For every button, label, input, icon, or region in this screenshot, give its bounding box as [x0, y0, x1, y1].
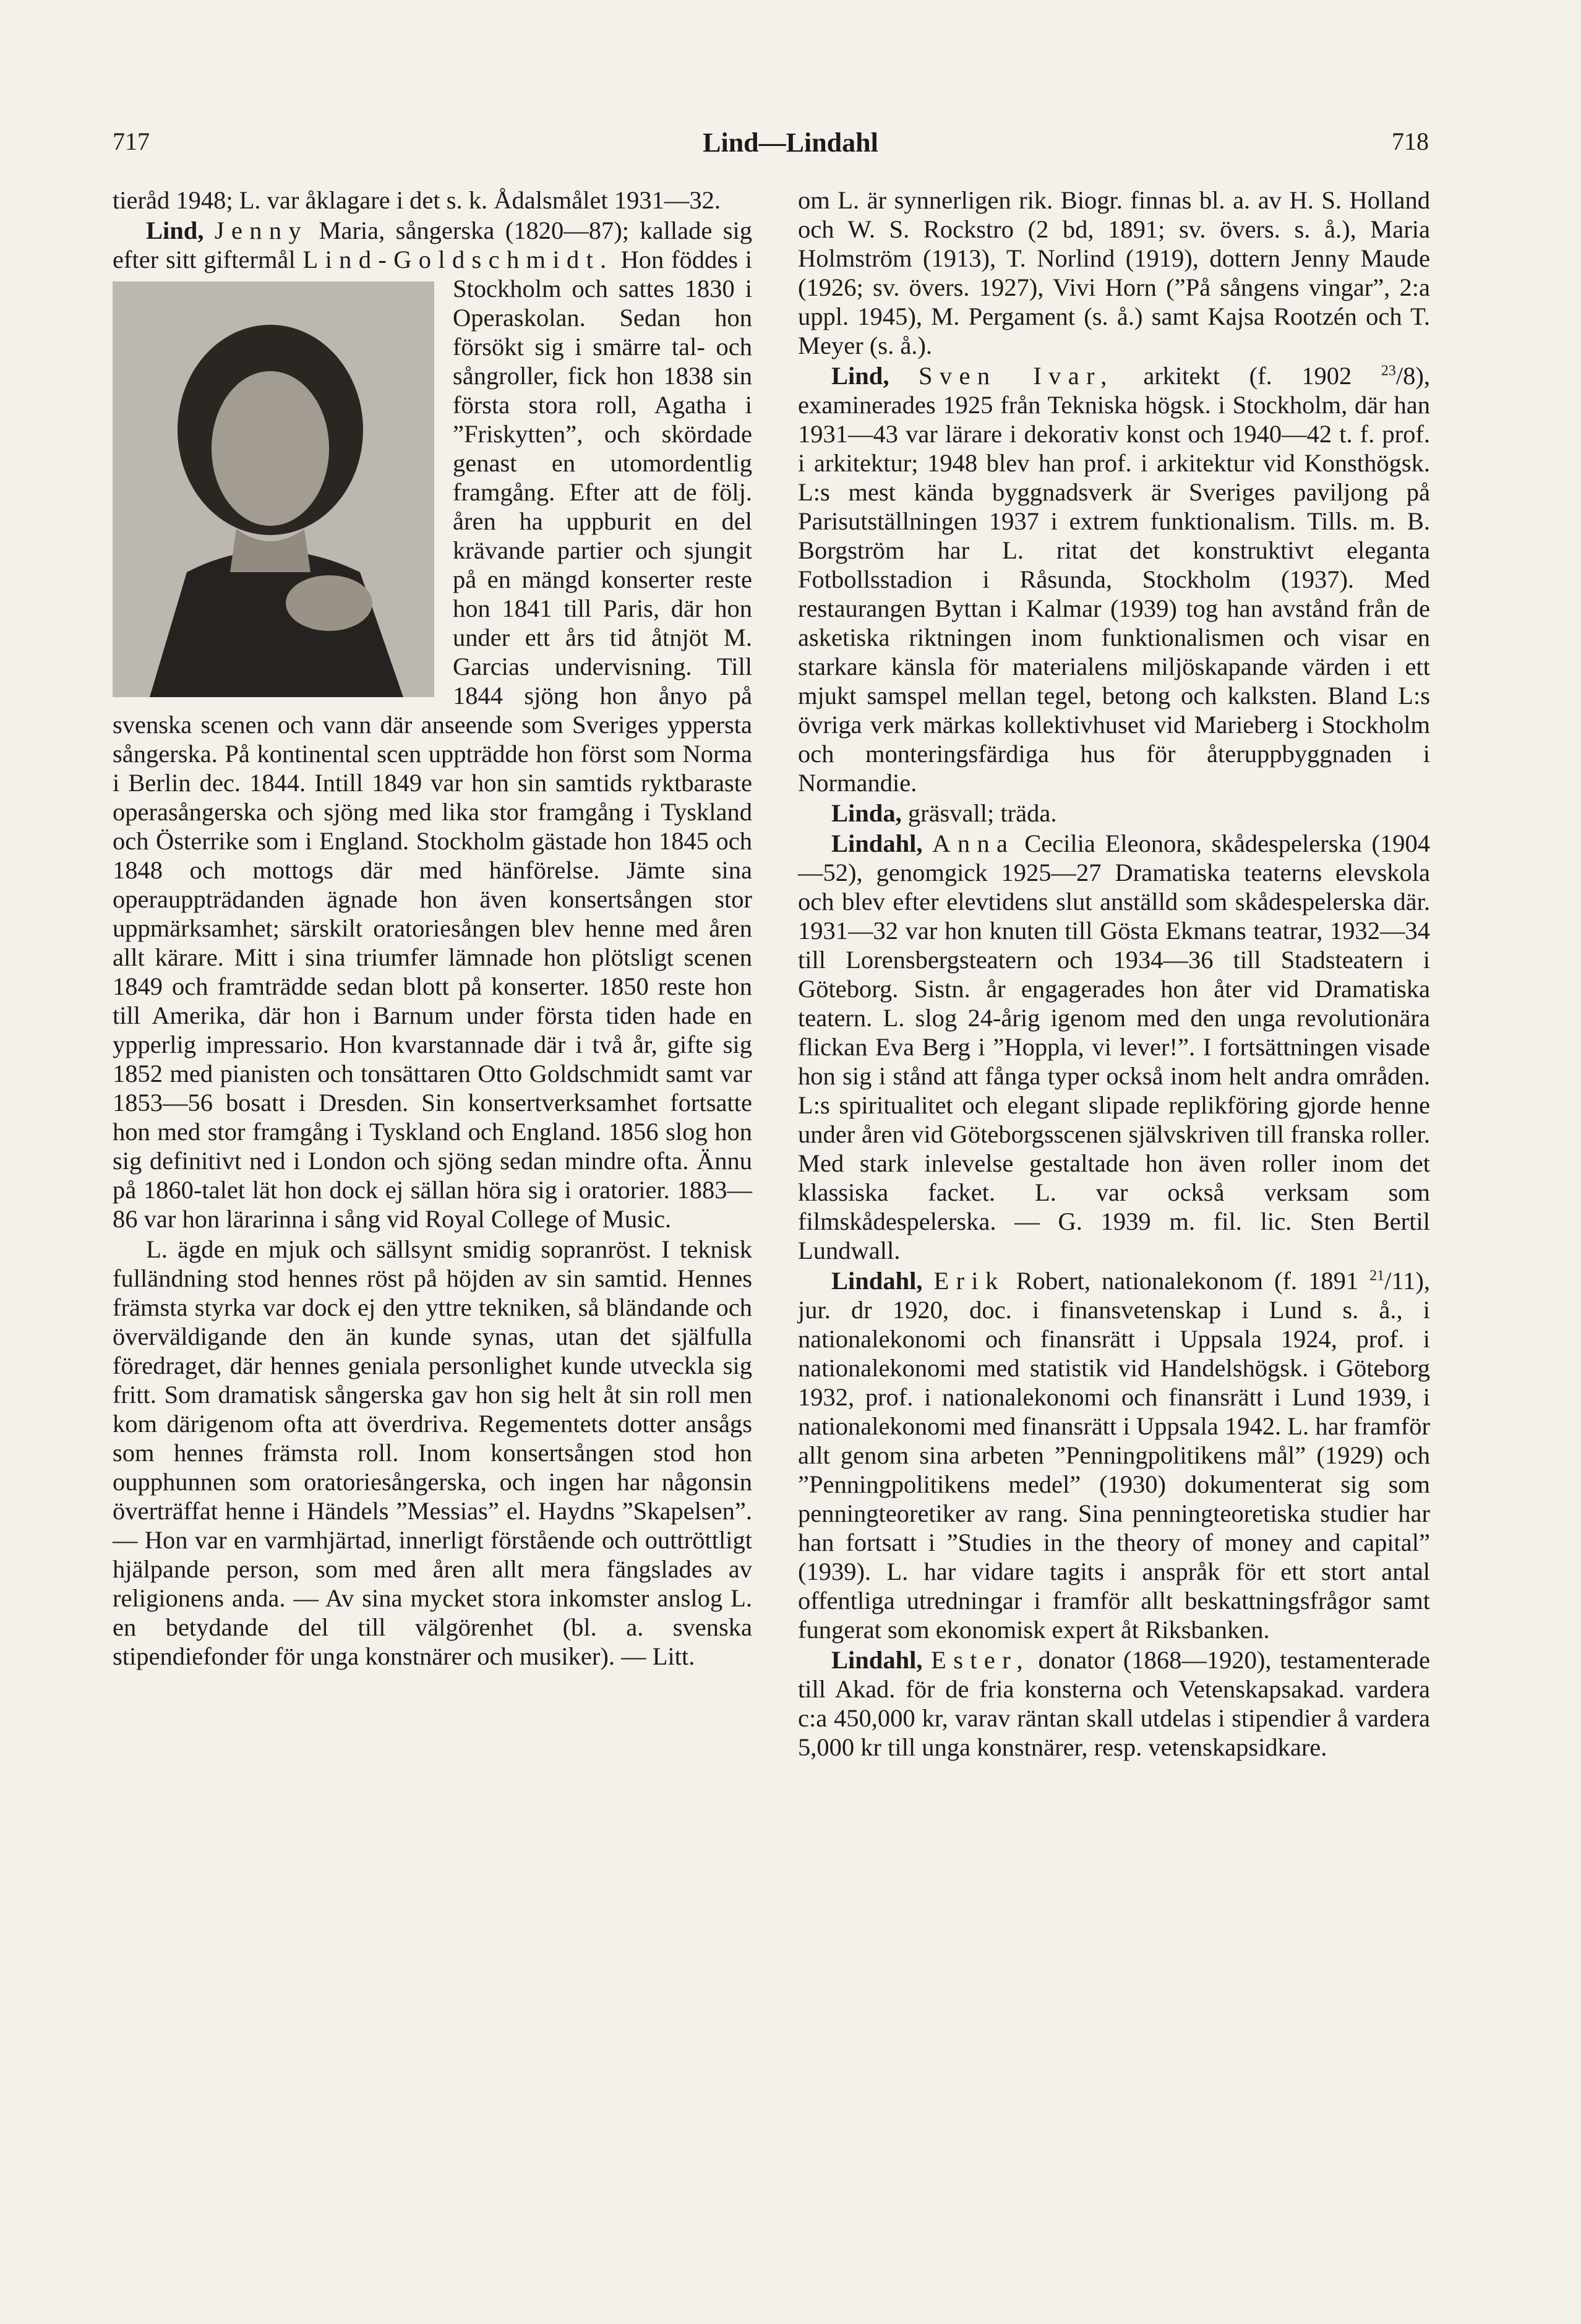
entry-headword: Lind, [146, 217, 204, 244]
entry-first-name: Erik [933, 1267, 1005, 1295]
entry-lindahl-ester [798, 1645, 1430, 1762]
portrait-image [113, 281, 434, 697]
entry-text: Maria, sångerska (1820—87); kallade sig efter sitt giftermål [113, 217, 753, 273]
entry-lind-jenny-para2 [113, 1235, 752, 1671]
entry-linda [798, 799, 1430, 828]
entry-text: gräsvall; träda. [907, 799, 1057, 827]
entry-headword: Lind, [831, 362, 889, 390]
entry-lindahl-anna [798, 829, 1430, 1265]
entry-text: arkitekt (f. 1902 [1143, 362, 1381, 390]
left-column [113, 186, 752, 1671]
entry-lind-jenny [113, 216, 752, 1233]
birth-day-sup: 21 [1369, 1267, 1385, 1284]
entry-text: L. ägde en mjuk och sällsynt smidig sopranröst. I teknisk fulländning stod hennes röst på höjden av sin samtid. Hennes främsta styrka var dock ej den yttre tekniken, så bländande och överväldigande den än kunde synas, utan det själfulla föredraget, där hennes geniala personlighet kunde utveckla sig fritt. Som dramatisk sångerska gav hon sig helt åt sin roll men kom därigenom ofta att överdriva. Regementets dotter ansågs som hennes främsta roll. Inom konsertsången stod hon oupphunnen som oratoriesångerska, och ingen har någonsin överträffat henne i Händels ”Messias” el. Haydns ”Skapelsen”. — Hon var en varmhjärtad, innerligt förstående och outtröttligt hjälpande person, som med åren allt mera fängslades av religionens anda. — Av sina mycket stora inkomster anslog L. en betydande del till välgörenhet (bl. a. svenska stipendiefonder för unga konstnärer och musiker). — Litt. [113, 1235, 752, 1670]
entry-text: Hon föddes i Stockholm och sattes 1830 i Operaskolan. Sedan hon försökt sig i smärre tal- och sångroller, fick hon 1838 sin första stora roll, Agatha i ”Friskytten”, och skördade genast en utomordentlig framgång. Efter att de följ. åren ha uppburit en del krävande partier och sjungit på en mängd konserter reste hon 1841 till Paris, där hon under ett års tid åtnjöt M. Garcias undervisning. Till 1844 sjöng hon ånyo på svenska scenen och vann där anseende som Sveriges yppersta sångerska. På kontinental scen uppträdde hon först som Norma i Berlin dec. 1844. Intill 1849 var hon sin samtids ryktbaraste operasångerska och sjöng med lika stor framgång i Tyskland och Österrike som i England. Stockholm gästade hon 1845 och 1848 och mottogs där med hänförelse. Jämte sina operauppträdanden ägnade hon även konsertsången stor uppmärksamhet; särskilt oratoriesången blev henne med åren allt kärare. Mitt i sina triumfer lämnade hon plötsligt scenen 1849 och framträdde sedan blott på konserter. 1850 reste hon till Amerika, där hon i Barnum under första tiden hade en ypperlig impressario. Hon kvarstannade där i två år, gifte sig 1852 med pianisten och tonsättaren Otto Goldschmidt samt var 1853—56 bosatt i Dresden. Sin konsertverksamhet fortsatte hon med stor framgång i Tyskland och England. 1856 slog hon sig definitivt ned i London och sjöng sedan mindre ofta. Ännu på 1860-talet lät hon dock ej sällan höra sig i oratorier. 1883—86 var hon lärarinna i sång vid Royal College of Music. [113, 246, 753, 1233]
portrait-svg [113, 281, 434, 697]
running-title: Lind—Lindahl [703, 127, 878, 158]
entry-first-name: Anna [932, 830, 1015, 857]
continued-text: om L. är synnerligen rik. Biogr. finnas bl. a. av H. S. Holland och W. S. Rockstro (2 bd, 1891; sv. övers. s. å.), Maria Holmström (1913), T. Norlind (1919), dottern Jenny Maude (1926; sv. övers. 1927), Vivi Horn (”På sångens vingar”, 2:a uppl. 1945), M. Pergament (s. å.) samt Kajsa Rootzén och T. Meyer (s. å.). [798, 186, 1430, 359]
birth-day-sup: 23 [1381, 362, 1396, 379]
entry-married-name: Lind-Goldschmidt. [302, 246, 614, 273]
page-number-left: 717 [113, 127, 150, 155]
page-header [0, 127, 1581, 170]
entry-text: Robert, nationalekonom (f. 1891 [1016, 1267, 1370, 1295]
entry-text: donator (1868—1920), testamenterade till Akad. för de fria konsterna och Vetenskapsakad. vardera c:a 450,000 kr, varav räntan skall utdelas i stipendier å vardera 5,000 kr till unga konstnärer, resp. vetenskapsidkare. [798, 1646, 1431, 1761]
entry-first-name: Ester, [931, 1646, 1030, 1674]
entry-first-name: Sven Ivar, [919, 362, 1114, 390]
continued-text: tieråd 1948; L. var åklagare i det s. k. Ådalsmålet 1931—32. [113, 186, 721, 214]
entry-text: /8), examinerades 1925 från Tekniska högsk. i Stockholm, där han 1931—43 var lärare i dekorativ konst och 1940—42 t. f. prof. i arkitektur; 1948 blev han prof. i arkitektur vid Konsthögsk. L:s mest kända byggnadsverk är Sveriges paviljong på Parisutställningen 1937 i extrem funktionalism. Tills. m. B. Borgström har L. ritat det konstruktivt eleganta Fotbollsstadion i Råsunda, Stockholm (1937). Med restaurangen Byttan i Kalmar (1939) tog han avstånd från de asketiska riktningen inom funktionalismen och visar en starkare känsla för materialens miljöskapande värden i ett mjukt samspel mellan tegel, betong och kalksten. Bland L:s övriga verk märkas kollektivhuset vid Marieberg i Stockholm och monteringsfärdiga hus för återuppbyggnaden i Normandie. [798, 362, 1431, 797]
entry-text: Cecilia Eleonora, skådespelerska (1904—52), genomgick 1925—27 Dramatiska teaterns elevskola och blev efter elevtidens slut anställd som skådespelerska där. 1931—32 var hon knuten till Gösta Ekmans teatrar, 1932—34 till Lorensbergsteatern och 1934—36 till Stadsteatern i Göteborg. Sistn. år engagerades hon åter vid Dramatiska teatern. L. slog 24-årig igenom med den unga revolutionära flickan Eva Berg i ”Hoppla, vi lever!”. I fortsättningen visade hon sig i stånd att fånga typer också inom helt andra områden. L:s spiritualitet och elegant slipade replikföring gjorde henne under åren vid Göteborgsscenen självskriven till franska roller. Med stark inlevelse gestaltade hon även roller inom det klassiska facket. L. var också verksam som filmskådespelerska. — G. 1939 m. fil. lic. Sten Bertil Lundwall. [798, 830, 1431, 1264]
right-column [798, 186, 1430, 1762]
entry-headword: Lindahl, [831, 1646, 923, 1674]
page-number-right: 718 [1392, 127, 1429, 155]
entry-lind-sven [798, 361, 1430, 797]
entry-headword: Lindahl, [831, 830, 923, 857]
entry-first-name: Jenny [214, 217, 309, 244]
entry-headword: Linda, [831, 799, 902, 827]
entry-text: /11), jur. dr 1920, doc. i finansvetenskap i Lund s. å., i nationalekonomi och finansrätt i Uppsala 1924, prof. i nationalekonomi med statistik vid Handelshögsk. i Göteborg 1932, prof. i nationalekonomi och finansrätt i Lund 1939, i nationalekonomi med finansrätt i Uppsala 1942. L. har framför allt genom sina arbeten ”Penningpolitikens mål” (1929) och ”Penningpolitikens medel” (1930) dokumenterat sig som penningteoretiker av rang. Sina penningteoretiska studier har han fortsatt i ”Studies in the theory of money and capital” (1939). L. har vidare tagits i anspråk för ett stort antal offentliga utredningar i framför allt beskattningsfrågor samt fungerat som ekonomisk expert åt Riksbanken. [798, 1267, 1431, 1644]
entry-headword: Lindahl, [831, 1267, 923, 1295]
entry-lindahl-erik [798, 1266, 1430, 1644]
